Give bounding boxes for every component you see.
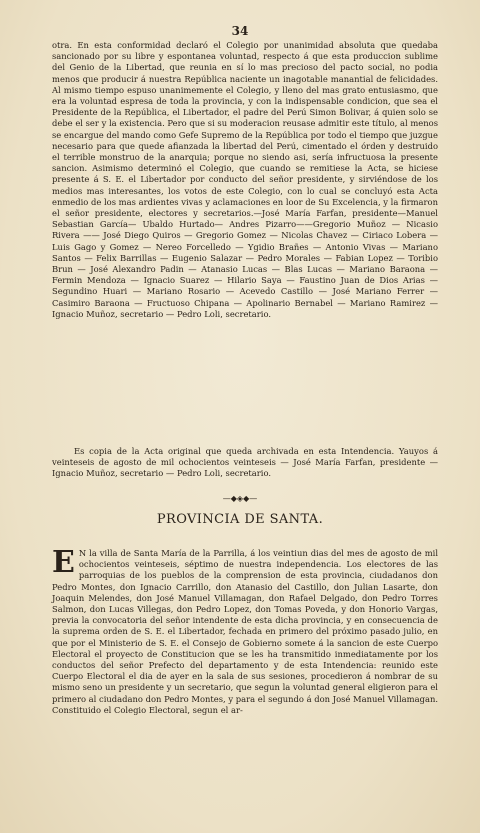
santa-act-paragraph [52,545,438,716]
drop-cap: E [52,545,75,580]
act-paragraph: otra. En esta conformidad declaró el Colegio por unanimidad absoluta que quedaba sancionado por su libre y espontanea voluntad, respecto á que esta produccion sublime del Genio de la Libertad, que reunia en sí lo mas precioso del pacto social, no podia menos que producir á nuestra República naciente un inagotable manantial de felicidades. Al mismo tiempo espuso unanimemente el Colegio, y lleno del mas grato entusiasmo, que era la voluntad espresa de toda la provincia, y con la indispensable condicion, que sea el Presidente de la República, el Libertador, el padre del Perú Simon Bolivar, á quien solo se debe el ser y la existencia. Pero que si su moderacion reusase admitir este título, al menos se encargue del mando como Gefe Supremo de la República por todo el tiempo que juzgue necesario para que quede afianzada la libertad del Perú, cimentado el órden y destruido el terrible monstruo de la anarquia; porque no siendo asi, sería infructuosa la presente sancion. Asimismo determinó el Colegio, que cuando se remitiese la Acta, se hiciese presente á S. E. el Libertador por conducto del señor presidente, y sirviéndose de los medios mas interesantes, los votos de este Colegio, con lo cual se concluyó esta Acta enmedio de los mas ardientes vivas y aclamaciones en loor de Su Excelencia, y la firmaron el señor presidente, electores y secretarios.—José María Farfan, presidente—Manuel Sebastian García— Ubaldo Hurtado— Andres Pizarro——Gregorio Muñoz — Nicasio Rivera —— José Diego Quiros — Gregorio Gomez — Nicolas Chavez — Ciriaco Lobera — Luis Gago y Gomez — Nereo Forcelledo — Ygidio Brañes — Antonio Vivas — Mariano Santos — Felix Barrillas — Eugenio Salazar — Pedro Morales — Fabian Lopez — Toribio Brun — José Alexandro Padin — Atanasio Lucas — Blas Lucas — Mariano Baraona — Fermin Mendoza — Ignacio Suarez — Hilario Saya — Faustino Juan de Dios Arias — Segundino Huari — Mariano Rosario — Acevedo Castillo — José Mariano Ferrer — Casimiro Baraona — Fructuoso Chipana — Apolinario Bernabel — Mariano Ramirez — Ignacio Muñoz, secretario — Pedro Loli, secretario. [52,40,438,319]
section-ornament: —◆◈◆— [222,494,258,503]
section-title: PROVINCIA DE SANTA. [156,512,324,527]
santa-act-text: N la villa de Santa María de la Parrilla, á los veintiun dias del mes de agosto de mil ochocientos veinteseis, séptimo de nuestra independencia. Los electores de las parroquias de los pueblos de la comprension de esta provincia, ciudadanos don Pedro Montes, don Ignacio Carrillo, don Atanasio del Castillo, don Julian Lasarte, don Joaquin Melendes, don José Manuel Villamagan, don Rafael Delgado, don Pedro Torres Salmon, don Lucas Villegas, don Pedro Lopez, don Tomas Poveda, y don Honorio Vargas, previa la convocatoria del señor intendente de esta dicha provincia, y en consecuencia de la suprema orden de S. E. el Libertador, fechada en primero del próximo pasado julio, en que por el Ministerio de S. E. el Consejo de Gobierno somete á la sancion de este Cuerpo Electoral el proyecto de Constitucion que se les ha transmitido inmediatamente por los conductos del señor Prefecto del departamento y de esta Intendencia: reunido este Cuerpo Electoral el dia de ayer en la sala de sus sesiones, procedieron á nombrar de su mismo seno un presidente y un secretario, que segun la voluntad general eligieron para el primero al ciudadano don Pedro Montes, y para el segundo á don José Manuel Villamagan. Constituido el Colegio Electoral, segun el ar- [52,548,438,715]
page-number: 34 [231,24,249,38]
copy-certification-paragraph: Es copia de la Acta original que queda archivada en esta Intendencia. Yauyos á veinteseis de agosto de mil ochocientos veinteseis — José María Farfan, presidente — Ignacio Muñoz, secretario — Pedro Loli, secretario. [52,446,438,479]
